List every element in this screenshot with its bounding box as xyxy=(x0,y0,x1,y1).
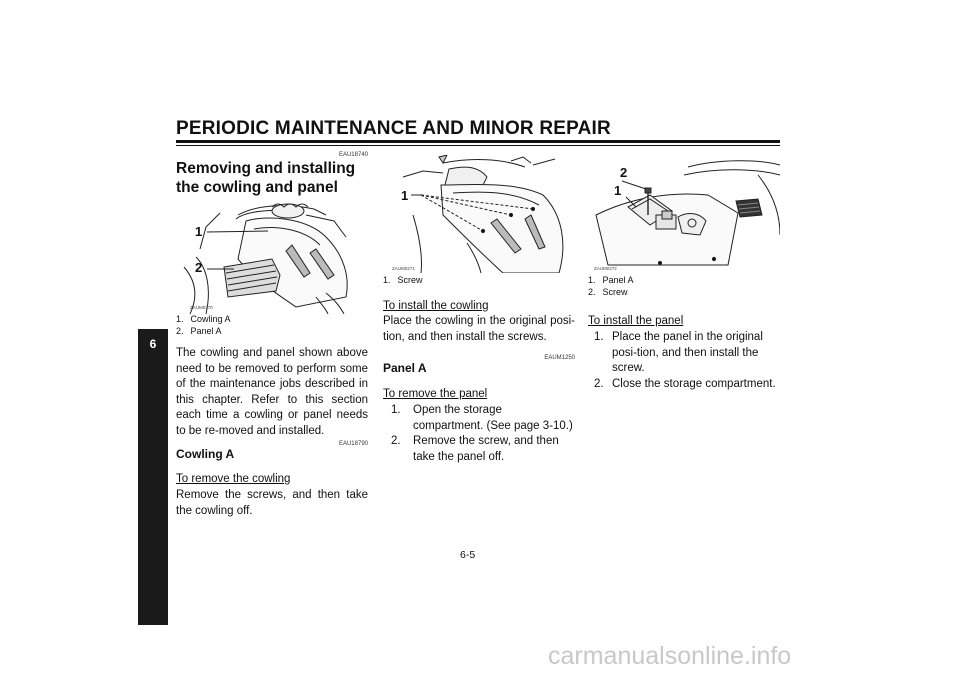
caption-item: 1. Cowling A xyxy=(176,314,231,324)
remove-cowling-text: Remove the screws, and then take the cowling off. xyxy=(176,489,368,517)
header-rule xyxy=(176,140,780,143)
callout-2: 2 xyxy=(195,260,203,275)
callout-1: 1 xyxy=(401,188,409,203)
install-cowling-title: To install the cowling xyxy=(383,300,489,312)
callout-1: 1 xyxy=(614,183,622,198)
watermark-text: carmanualsonline.info xyxy=(548,642,792,670)
callout-1: 1 xyxy=(195,224,203,239)
list-item: 2. Close the storage compartment. xyxy=(594,377,776,390)
list-item: 2. Remove the screw, and then take the panel off. xyxy=(391,435,559,463)
install-panel-steps xyxy=(588,330,782,392)
figure-code: ZAUM0272 xyxy=(594,266,617,271)
install-cowling-text: Place the cowling in the original posi-tion, and then install the screws. xyxy=(383,315,575,343)
section-code: EAUM1250 xyxy=(544,355,575,361)
list-item: 1. Open the storage compartment. (See page 3-10.) xyxy=(391,404,573,432)
list-item: 1. Place the panel in the original posi-tion, and then install the screw. xyxy=(594,331,763,374)
subheading-cowling-a: Cowling A xyxy=(176,447,235,461)
figure-code: ZAUM0271 xyxy=(392,266,415,271)
page-header-title: PERIODIC MAINTENANCE AND MINOR REPAIR xyxy=(176,118,611,139)
section-code: EAU18790 xyxy=(338,441,368,447)
remove-panel-title: To remove the panel xyxy=(383,388,488,400)
panel-figure xyxy=(588,155,780,273)
chapter-number: 6 xyxy=(149,337,157,351)
intro-paragraph: The cowling and panel shown above need to be removed to perform some of the maintenance jobs described in this chapter. Refer to this section each time a cowling or panel needs to be re-moved and installed. xyxy=(176,347,368,437)
caption-item: 2. Panel A xyxy=(176,326,222,336)
cowling-figure xyxy=(176,197,368,314)
chapter-side-tab xyxy=(138,329,168,625)
callout-2: 2 xyxy=(620,165,628,180)
figure-captions xyxy=(383,274,575,286)
install-panel-title: To install the panel xyxy=(588,315,684,327)
caption-item: 1. Panel A xyxy=(588,275,634,285)
subheading-panel-a: Panel A xyxy=(383,361,427,375)
screw-figure xyxy=(383,155,575,273)
remove-cowling-title: To remove the cowling xyxy=(176,473,291,485)
remove-panel-steps xyxy=(383,403,575,465)
caption-item: 2. Screw xyxy=(588,287,628,297)
figure-captions xyxy=(176,313,368,337)
figure-captions xyxy=(588,274,780,298)
caption-item: 1. Screw xyxy=(383,275,423,285)
page-number: 6-5 xyxy=(460,549,476,561)
header-rule-thin xyxy=(176,145,780,146)
figure-code: ZAUM0270 xyxy=(190,305,213,310)
section-code: EAU18740 xyxy=(338,152,368,158)
section-heading: Removing and installing the cowling and panel xyxy=(176,160,356,196)
